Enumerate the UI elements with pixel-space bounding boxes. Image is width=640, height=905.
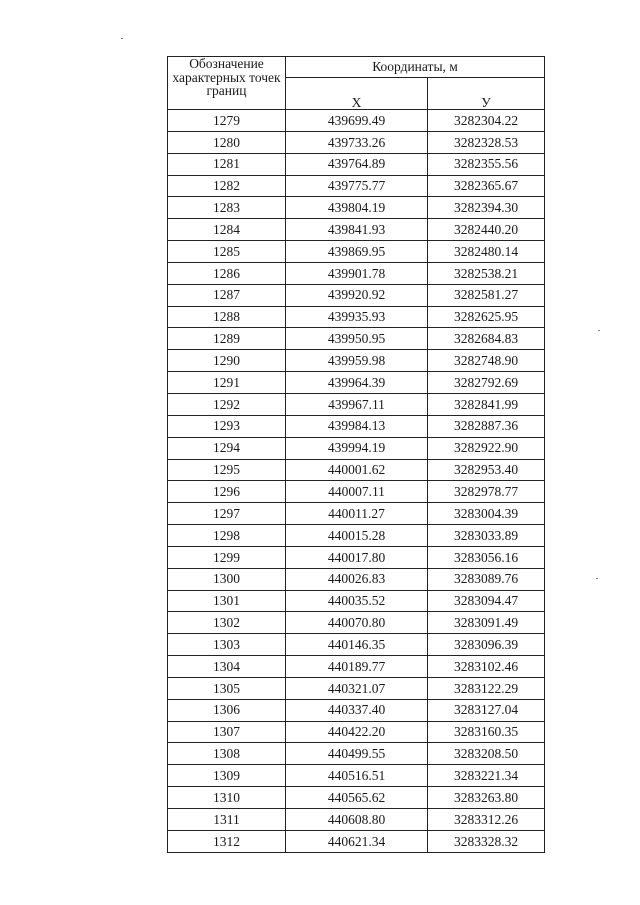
- point-label-header: Обозначение характерных точек границ: [168, 57, 286, 110]
- scan-speck: [598, 330, 600, 331]
- x-coordinate-cell: 439804.19: [286, 197, 428, 219]
- y-coordinate-cell: 3282684.83: [428, 328, 545, 350]
- y-coordinate-cell: 3282480.14: [428, 241, 545, 263]
- x-coordinate-cell: 440035.52: [286, 590, 428, 612]
- x-coordinate-cell: 439959.98: [286, 350, 428, 372]
- table-row: [168, 306, 545, 328]
- y-coordinate-cell: 3283089.76: [428, 568, 545, 590]
- x-coordinate-cell: 440001.62: [286, 459, 428, 481]
- point-id-cell: 1303: [168, 634, 286, 656]
- x-coordinate-cell: 439967.11: [286, 393, 428, 415]
- x-coordinate-cell: 439775.77: [286, 175, 428, 197]
- point-id-cell: 1286: [168, 262, 286, 284]
- x-coordinate-cell: 440499.55: [286, 743, 428, 765]
- scan-speck: [121, 38, 123, 39]
- x-coordinate-cell: 440621.34: [286, 830, 428, 852]
- table-row: [168, 809, 545, 831]
- point-id-cell: 1279: [168, 110, 286, 132]
- x-coordinate-cell: 439964.39: [286, 372, 428, 394]
- point-id-cell: 1309: [168, 765, 286, 787]
- table-row: [168, 590, 545, 612]
- point-id-cell: 1305: [168, 677, 286, 699]
- x-coordinate-cell: 439901.78: [286, 262, 428, 284]
- point-id-cell: 1297: [168, 503, 286, 525]
- point-id-cell: 1281: [168, 153, 286, 175]
- y-coordinate-cell: 3283004.39: [428, 503, 545, 525]
- table-row: [168, 546, 545, 568]
- y-coordinate-cell: 3283033.89: [428, 525, 545, 547]
- table-row: [168, 459, 545, 481]
- point-id-cell: 1283: [168, 197, 286, 219]
- point-id-cell: 1311: [168, 809, 286, 831]
- x-coordinate-cell: 440422.20: [286, 721, 428, 743]
- table-row: [168, 568, 545, 590]
- point-id-cell: 1304: [168, 656, 286, 678]
- y-coordinate-cell: 3283208.50: [428, 743, 545, 765]
- point-id-cell: 1298: [168, 525, 286, 547]
- y-coordinate-cell: 3282887.36: [428, 415, 545, 437]
- point-id-cell: 1292: [168, 393, 286, 415]
- point-id-cell: 1285: [168, 241, 286, 263]
- y-column-header: У: [428, 78, 545, 110]
- point-id-cell: 1307: [168, 721, 286, 743]
- point-id-cell: 1310: [168, 787, 286, 809]
- y-coordinate-cell: 3282978.77: [428, 481, 545, 503]
- point-id-cell: 1291: [168, 372, 286, 394]
- x-coordinate-cell: 440337.40: [286, 699, 428, 721]
- y-coordinate-cell: 3282538.21: [428, 262, 545, 284]
- x-coordinate-cell: 439764.89: [286, 153, 428, 175]
- y-coordinate-cell: 3282440.20: [428, 219, 545, 241]
- point-id-cell: 1288: [168, 306, 286, 328]
- table-row: [168, 699, 545, 721]
- y-coordinate-cell: 3282355.56: [428, 153, 545, 175]
- table-row: [168, 175, 545, 197]
- table-row: [168, 153, 545, 175]
- table-header: [168, 57, 545, 110]
- point-id-cell: 1308: [168, 743, 286, 765]
- x-coordinate-cell: 440189.77: [286, 656, 428, 678]
- x-coordinate-cell: 439984.13: [286, 415, 428, 437]
- table-row: [168, 284, 545, 306]
- y-coordinate-cell: 3282581.27: [428, 284, 545, 306]
- x-coordinate-cell: 440608.80: [286, 809, 428, 831]
- table-row: [168, 656, 545, 678]
- x-coordinate-cell: 440015.28: [286, 525, 428, 547]
- point-id-cell: 1289: [168, 328, 286, 350]
- y-coordinate-cell: 3282953.40: [428, 459, 545, 481]
- table-row: [168, 634, 545, 656]
- point-id-cell: 1300: [168, 568, 286, 590]
- coordinates-table: [167, 56, 545, 853]
- table-row: [168, 525, 545, 547]
- y-coordinate-cell: 3283263.80: [428, 787, 545, 809]
- y-coordinate-cell: 3283091.49: [428, 612, 545, 634]
- y-coordinate-cell: 3283056.16: [428, 546, 545, 568]
- table-row: [168, 481, 545, 503]
- y-coordinate-cell: 3283094.47: [428, 590, 545, 612]
- table-row: [168, 415, 545, 437]
- x-coordinate-cell: 440146.35: [286, 634, 428, 656]
- table-row: [168, 787, 545, 809]
- point-id-cell: 1284: [168, 219, 286, 241]
- point-id-cell: 1312: [168, 830, 286, 852]
- point-id-cell: 1287: [168, 284, 286, 306]
- point-id-cell: 1280: [168, 131, 286, 153]
- table-row: [168, 765, 545, 787]
- x-coordinate-cell: 439869.95: [286, 241, 428, 263]
- y-coordinate-cell: 3282328.53: [428, 131, 545, 153]
- point-id-cell: 1296: [168, 481, 286, 503]
- table-row: [168, 350, 545, 372]
- point-id-cell: 1290: [168, 350, 286, 372]
- table-body: [168, 110, 545, 853]
- table-row: [168, 612, 545, 634]
- x-coordinate-cell: 440007.11: [286, 481, 428, 503]
- y-coordinate-cell: 3282841.99: [428, 393, 545, 415]
- table-row: [168, 721, 545, 743]
- y-coordinate-cell: 3283221.34: [428, 765, 545, 787]
- table-row: [168, 131, 545, 153]
- y-coordinate-cell: 3282394.30: [428, 197, 545, 219]
- table-row: [168, 241, 545, 263]
- coordinates-header: Координаты, м: [286, 57, 545, 78]
- x-coordinate-cell: 440321.07: [286, 677, 428, 699]
- y-coordinate-cell: 3283102.46: [428, 656, 545, 678]
- x-coordinate-cell: 439733.26: [286, 131, 428, 153]
- y-coordinate-cell: 3283127.04: [428, 699, 545, 721]
- x-coordinate-cell: 439920.92: [286, 284, 428, 306]
- x-coordinate-cell: 439935.93: [286, 306, 428, 328]
- x-coordinate-cell: 440026.83: [286, 568, 428, 590]
- point-id-cell: 1282: [168, 175, 286, 197]
- table-row: [168, 437, 545, 459]
- point-id-cell: 1293: [168, 415, 286, 437]
- x-coordinate-cell: 439699.49: [286, 110, 428, 132]
- y-coordinate-cell: 3282625.95: [428, 306, 545, 328]
- point-id-cell: 1306: [168, 699, 286, 721]
- x-coordinate-cell: 439841.93: [286, 219, 428, 241]
- table-row: [168, 743, 545, 765]
- y-coordinate-cell: 3282792.69: [428, 372, 545, 394]
- table-row: [168, 393, 545, 415]
- y-coordinate-cell: 3282748.90: [428, 350, 545, 372]
- x-coordinate-cell: 440070.80: [286, 612, 428, 634]
- x-coordinate-cell: 439994.19: [286, 437, 428, 459]
- table-row: [168, 219, 545, 241]
- table-row: [168, 262, 545, 284]
- scan-speck: [596, 578, 598, 579]
- table-row: [168, 110, 545, 132]
- point-id-cell: 1302: [168, 612, 286, 634]
- y-coordinate-cell: 3283312.26: [428, 809, 545, 831]
- x-column-header: X: [286, 78, 428, 110]
- point-id-cell: 1299: [168, 546, 286, 568]
- point-id-cell: 1301: [168, 590, 286, 612]
- y-coordinate-cell: 3283096.39: [428, 634, 545, 656]
- table-row: [168, 830, 545, 852]
- table-row: [168, 372, 545, 394]
- table-row: [168, 503, 545, 525]
- y-coordinate-cell: 3283122.29: [428, 677, 545, 699]
- x-coordinate-cell: 440565.62: [286, 787, 428, 809]
- x-coordinate-cell: 440017.80: [286, 546, 428, 568]
- point-id-cell: 1295: [168, 459, 286, 481]
- x-coordinate-cell: 439950.95: [286, 328, 428, 350]
- point-id-cell: 1294: [168, 437, 286, 459]
- table-row: [168, 677, 545, 699]
- y-coordinate-cell: 3282304.22: [428, 110, 545, 132]
- table-row: [168, 197, 545, 219]
- y-coordinate-cell: 3283328.32: [428, 830, 545, 852]
- y-coordinate-cell: 3283160.35: [428, 721, 545, 743]
- y-coordinate-cell: 3282365.67: [428, 175, 545, 197]
- table-row: [168, 328, 545, 350]
- y-coordinate-cell: 3282922.90: [428, 437, 545, 459]
- x-coordinate-cell: 440011.27: [286, 503, 428, 525]
- x-coordinate-cell: 440516.51: [286, 765, 428, 787]
